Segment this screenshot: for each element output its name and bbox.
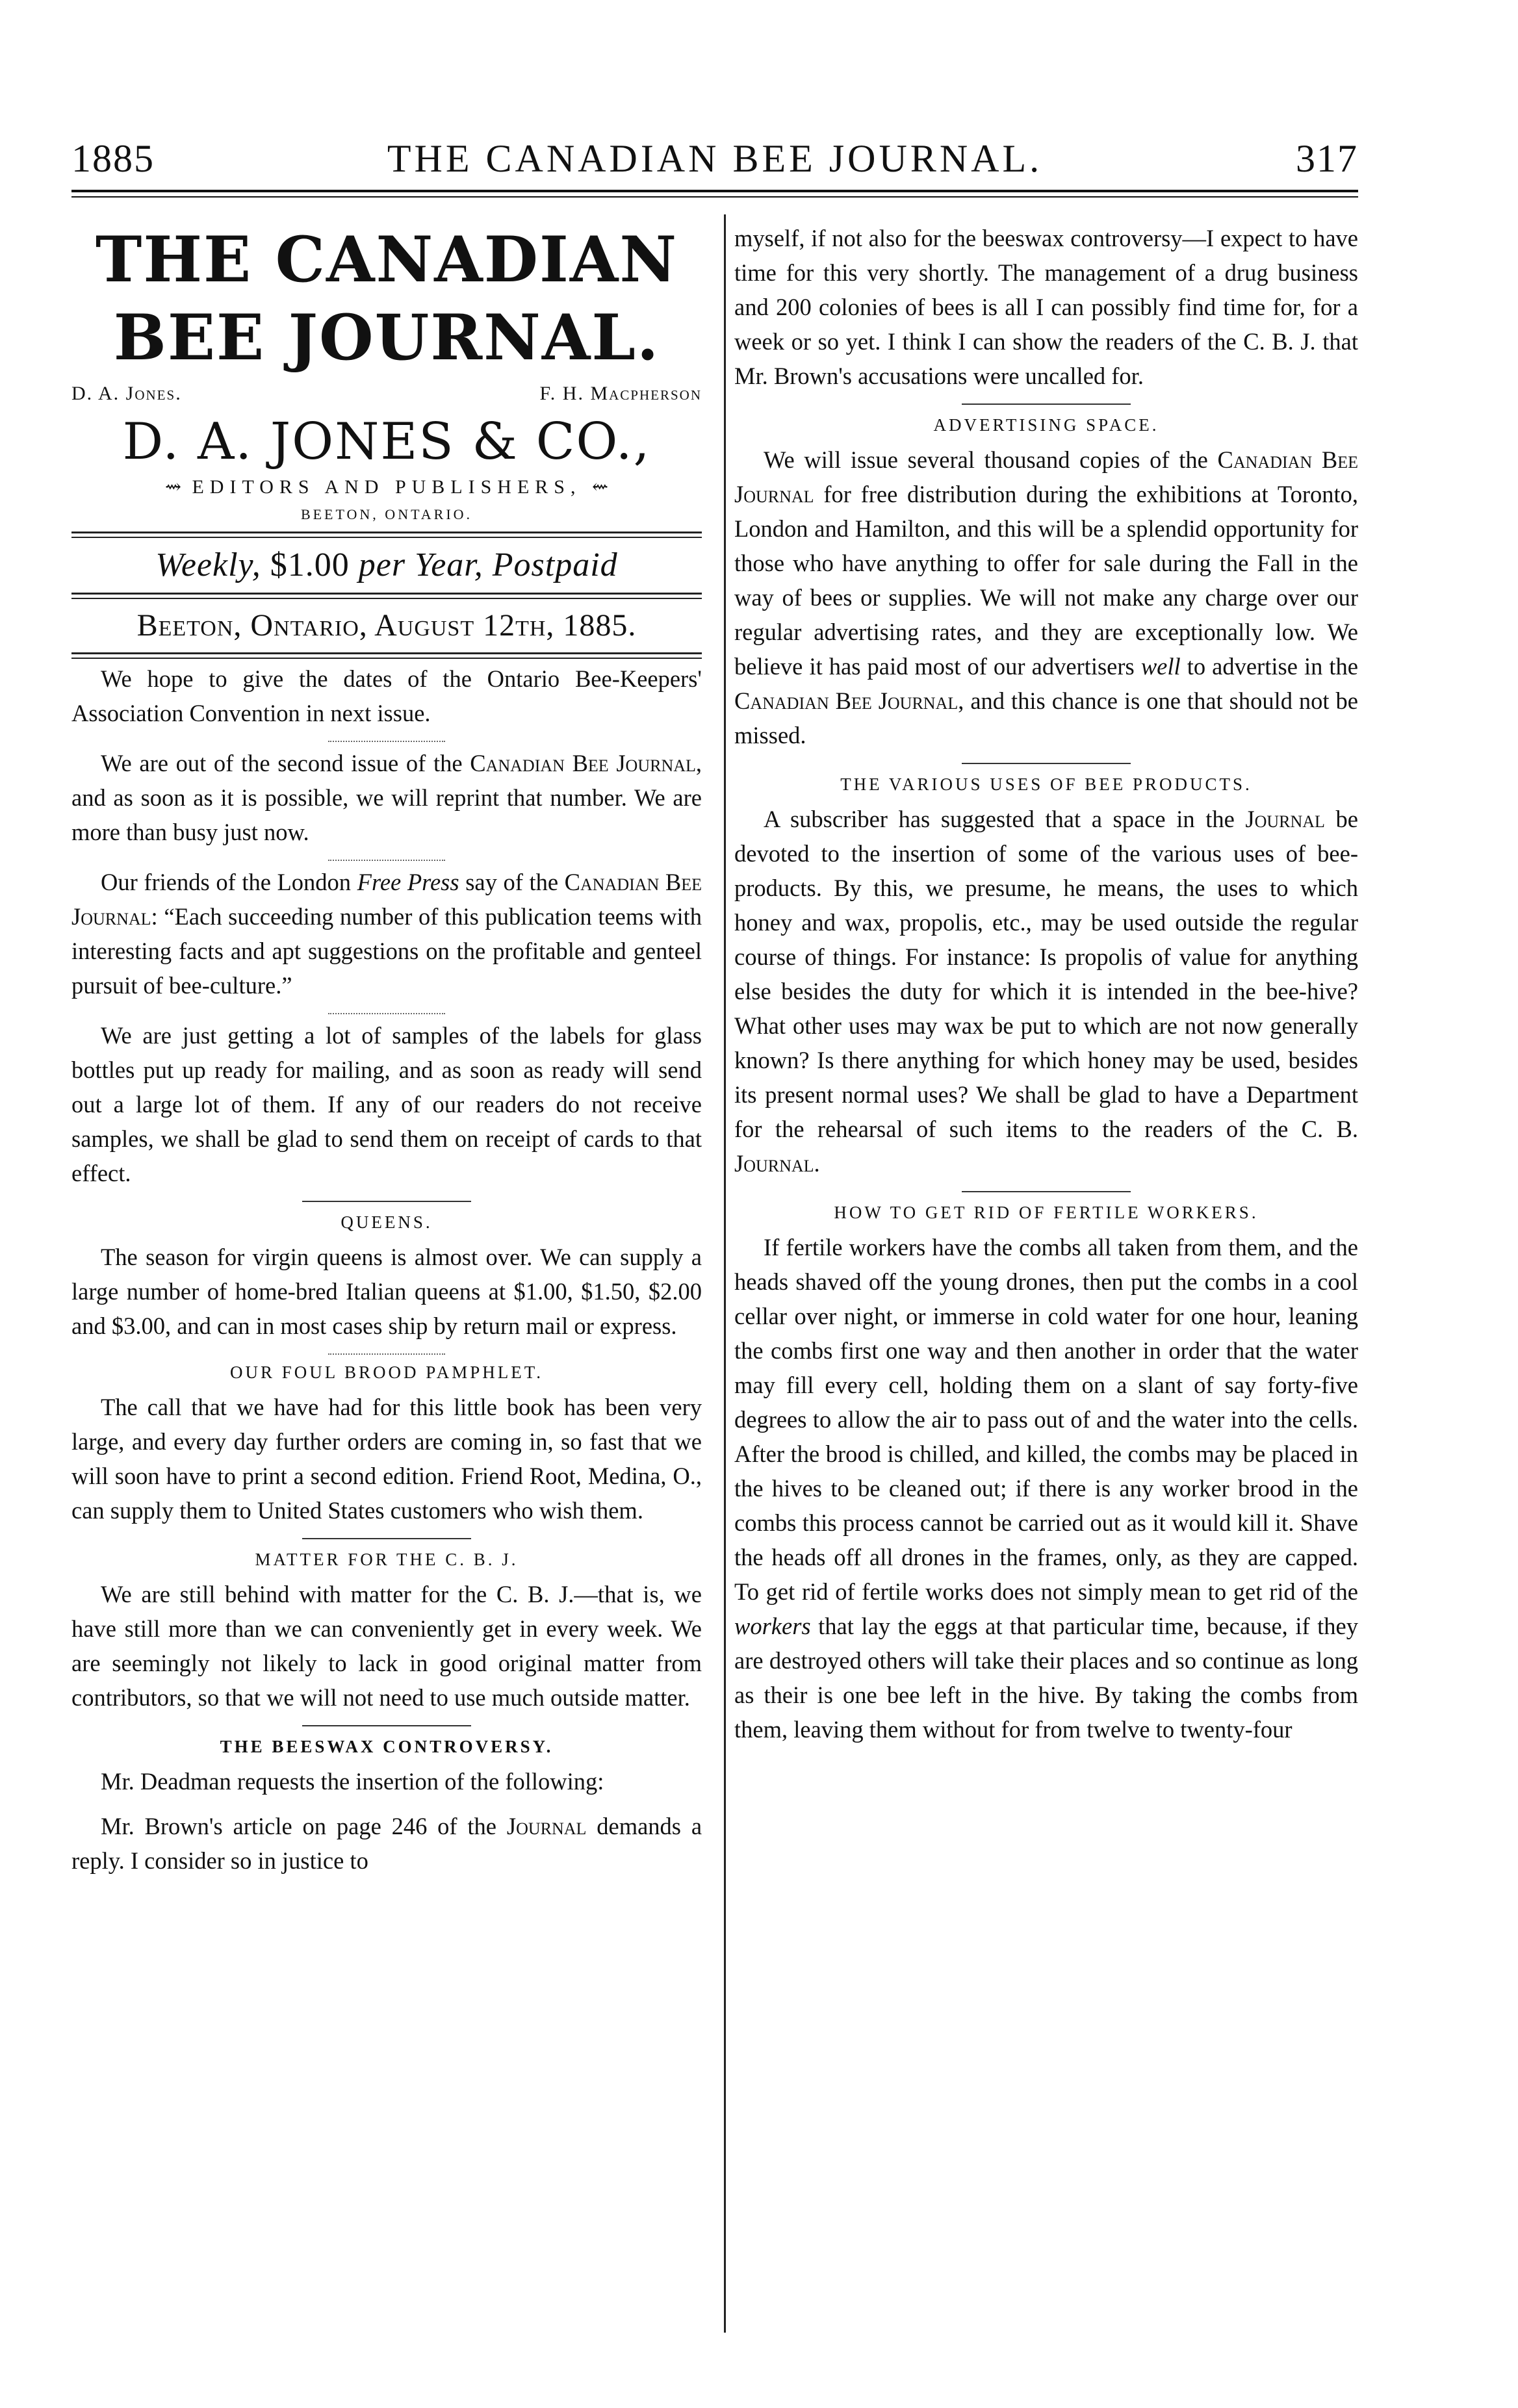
paragraph-second-issue: We are out of the second issue of the Canadian Bee Journal, and as soon as it is possible, we will reprint that number. We are more than busy just now.	[71, 750, 702, 845]
weekly-price: $1.00	[270, 546, 350, 583]
masthead-rule	[71, 532, 702, 538]
separator	[328, 741, 445, 742]
paragraph-advertising: We will issue several thousand copies of the Canadian Bee Journal for free distribution during the exhibitions at Toronto, London and Hamilton, and this will be a splendid opportunity for those who have anything to offer for sale during the Fall in the way of bees or supplies. We will not make any charge over our regular advertising rates, and they are exceptionally low. We believe it has paid most of our advertisers well to advertise in the Canadian Bee Journal, and this chance is one that should not be missed.	[734, 446, 1359, 749]
masthead-title: THE CANADIAN BEE JOURNAL.	[95, 223, 678, 374]
person-left: D. A. Jones.	[71, 383, 182, 404]
paragraph-fertile-workers: If fertile workers have the combs all taken from them, and the heads shaved off the young drones, then put the combs in a cool cellar over night, or immerse in cold water for one hour, leaning the combs first one way and then another in order that the water may fill every cell, holding them on a slant of say forty-five degrees to allow the air to pass out of and the water into the cells. After the brood is chilled, and killed, the combs may be placed in the hives to be cleaned out; if there is any worker brood in the combs this process cannot be carried out as it would kill it. Shave the heads off all drones in the frames, only, as they are capped. To get rid of fertile works does not simply mean to get rid of the workers that lay the eggs at that particular time, because, if they are destroyed others will take their places and so continue as long as their is one bee left in the hive. By taking the combs from them, leaving them without for from twelve to twenty-four	[734, 1234, 1359, 1743]
editors-line	[71, 473, 702, 502]
heading-uses: THE VARIOUS USES OF BEE PRODUCTS.	[840, 775, 1252, 794]
paragraph-beeswax-intro: Mr. Deadman requests the insertion of the following:	[101, 1768, 604, 1795]
separator-rule	[302, 1201, 471, 1202]
paragraph-samples: We are just getting a lot of samples of the labels for glass bottles put up ready for mailing, and as soon as ready will send out a large lot of them. If any of our readers do not receive samples, we shall be glad to send them on receipt of cards to that effect.	[71, 1022, 702, 1186]
heading-beeswax: THE BEESWAX CONTROVERSY.	[220, 1737, 554, 1756]
paragraph-beeswax-continued: myself, if not also for the beeswax controversy—I expect to have time for this very shortly. The management of a drug business and 200 colonies of bees is all I can possibly find time for, for a week or so yet. I think I can show the readers of the C. B. J. that Mr. Brown's accusations were uncalled for.	[734, 225, 1358, 389]
heading-queens: QUEENS.	[341, 1212, 433, 1232]
place-line: BEETON, ONTARIO.	[300, 506, 473, 522]
header-rule-top	[71, 190, 1358, 192]
ornament-left-icon: ⇝	[164, 476, 181, 498]
weekly-terms: per Year, Postpaid	[358, 546, 618, 583]
page-number: 317	[1296, 137, 1358, 180]
separator	[328, 1013, 445, 1014]
dateline: Beeton, Ontario, August 12th, 1885.	[136, 608, 637, 643]
paragraph-uses: A subscriber has suggested that a space in the Journal be devoted to the insertion of some of the various uses of bee-products. By this, we presume, he means, the uses to which honey and wax, propolis, etc., may be used outside the regular course of things. For instance: Is propolis of value for anything else besides the duty for which it is intended in the bee-hive? What other uses may wax be put to which are not now generally known? Is there anything for which honey may be used, besides its present normal uses? We shall be glad to have a Department for the rehearsal of such items to the readers of the C. B. Journal.	[734, 806, 1358, 1177]
paragraph-convention: We hope to give the dates of the Ontario Bee-Keepers' Association Convention in next issue.	[71, 665, 702, 726]
separator-rule	[962, 403, 1131, 405]
separator	[328, 1353, 445, 1355]
paragraph-matter: We are still behind with matter for the C. B. J.—that is, we have still more than we can conveniently get in every week. We are seemingly not likely to lack in good original matter from contributors, so that we will not need to use much outside matter.	[71, 1581, 702, 1711]
separator	[328, 860, 445, 861]
paragraph-beeswax-letter: Mr. Brown's article on page 246 of the Journal demands a reply. I consider so in justice to	[71, 1813, 702, 1874]
heading-fertile-workers: HOW TO GET RID OF FERTILE WORKERS.	[834, 1203, 1259, 1222]
separator-rule	[302, 1725, 471, 1726]
heading-advertising: ADVERTISING SPACE.	[933, 415, 1159, 435]
dateline-rule	[71, 652, 702, 659]
weekly-rule	[71, 593, 702, 599]
person-right: F. H. Macpherson	[539, 383, 702, 404]
paragraph-queens: The season for virgin queens is almost over. We can supply a large number of home-bred Italian queens at $1.00, $1.50, $2.00 and $3.00, and can in most cases ship by return mail or express.	[71, 1244, 702, 1339]
editors-text: EDITORS AND PUBLISHERS,	[192, 476, 582, 498]
header-rule-bottom	[71, 196, 1358, 198]
heading-foul-brood: OUR FOUL BROOD PAMPHLET.	[229, 1363, 544, 1382]
running-head-year: 1885	[71, 137, 155, 180]
separator-rule	[962, 1191, 1131, 1192]
right-column	[734, 221, 1358, 1757]
separator-rule	[962, 763, 1131, 764]
separator-rule	[302, 1538, 471, 1539]
paragraph-foul-brood: The call that we have had for this little book has been very large, and every day further orders are coming in, so fast that we will soon have to print a second edition. Friend Root, Medina, O., can supply them to United States customers who wish them.	[71, 1394, 702, 1524]
firm-name: D. A. JONES & CO.,	[122, 413, 651, 471]
column-divider	[724, 214, 726, 2333]
ornament-right-icon: ⇜	[592, 476, 609, 498]
weekly-label: Weekly,	[155, 546, 261, 583]
heading-matter: MATTER FOR THE C. B. J.	[255, 1550, 519, 1569]
paragraph-free-press: Our friends of the London Free Press say of the Canadian Bee Journal: “Each succeeding number of this publication teems with interesting facts and apt suggestions on the profitable and genteel pursuit of bee-culture.”	[71, 869, 702, 999]
running-head-title: THE CANADIAN BEE JOURNAL.	[387, 137, 1043, 180]
weekly-line	[71, 541, 702, 590]
left-column	[71, 221, 702, 1888]
masthead-persons	[71, 381, 702, 407]
